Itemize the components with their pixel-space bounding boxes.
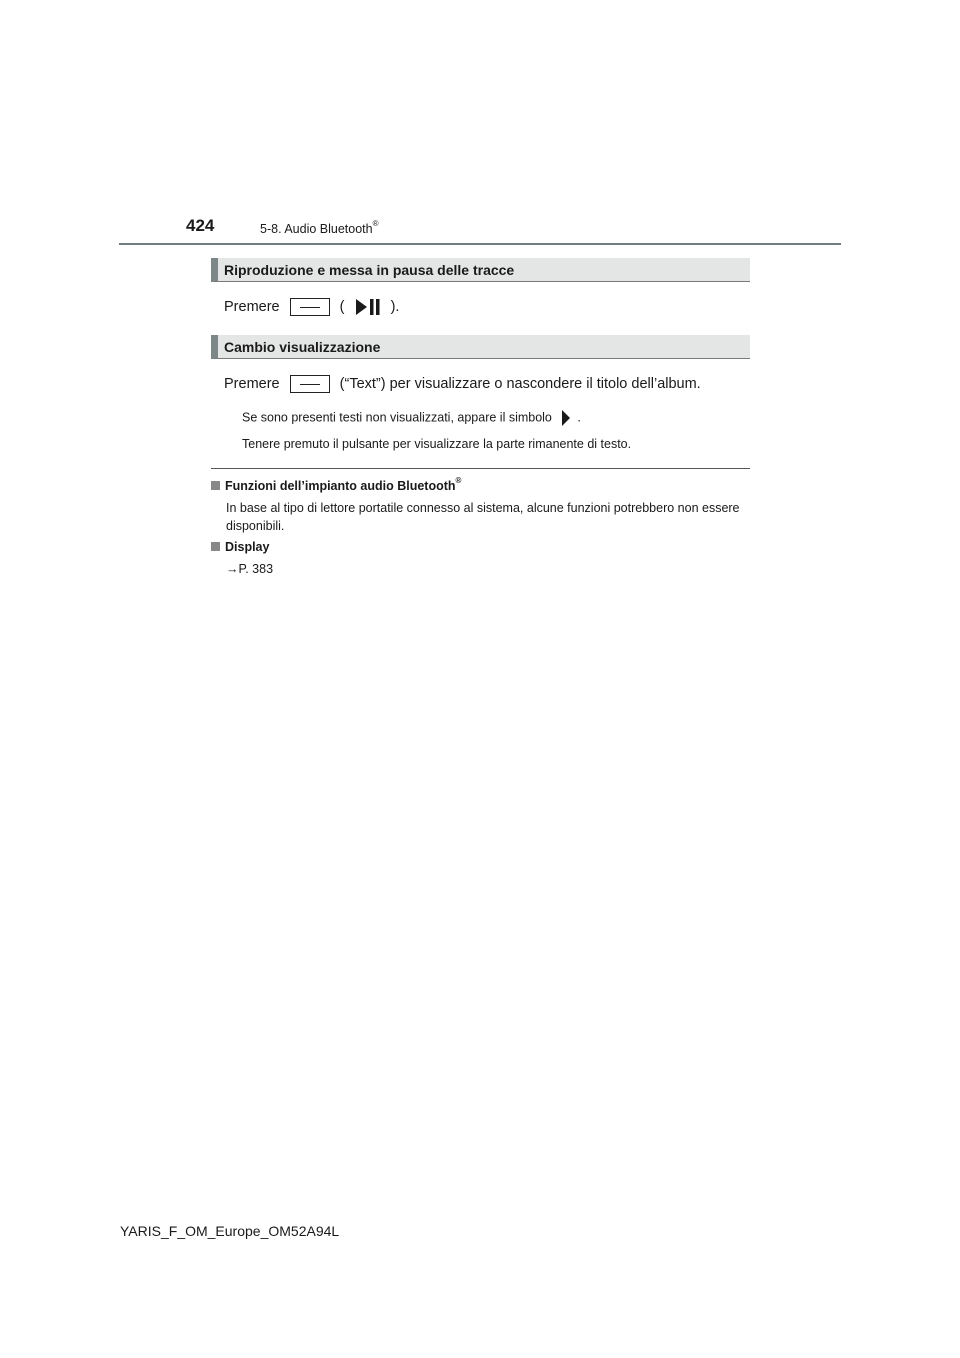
registered-mark: ® xyxy=(455,476,462,485)
info-text-functions: In base al tipo di lettore portatile connesso al sistema, alcune funzioni potrebbero non essere disponibili. xyxy=(226,501,740,533)
square-bullet-icon xyxy=(211,542,220,551)
document-id: YARIS_F_OM_Europe_OM52A94L xyxy=(120,1223,340,1239)
key-placeholder-box xyxy=(290,298,330,316)
section-title: Riproduzione e messa in pausa delle tracce xyxy=(224,262,515,278)
paren-close: ). xyxy=(390,298,400,315)
page-reference-link[interactable]: →P. 383 xyxy=(226,562,274,576)
square-bullet-icon xyxy=(211,481,220,490)
info-heading-display xyxy=(211,540,269,554)
right-arrow-icon xyxy=(561,409,571,427)
header-divider xyxy=(119,243,841,245)
instruction-playback xyxy=(224,298,399,316)
note-text-end: . xyxy=(577,410,581,425)
note-hold: Tenere premuto il pulsante per visualizzare la parte rimanente di testo. xyxy=(242,437,632,451)
info-divider xyxy=(211,468,750,469)
section-title: Cambio visualizzazione xyxy=(224,339,381,355)
instruction-verb: Premere xyxy=(224,375,280,392)
section-heading-display xyxy=(211,335,750,359)
registered-mark: ® xyxy=(372,219,379,228)
page-number: 424 xyxy=(186,216,215,235)
paren-open: ( xyxy=(339,298,345,315)
info-heading-text: Funzioni dell’impianto audio Bluetooth xyxy=(225,479,456,494)
key-placeholder-box xyxy=(290,375,330,393)
play-pause-icon xyxy=(355,298,381,316)
instruction-rest: (“Text”) per visualizzare o nascondere il titolo dell’album. xyxy=(339,375,701,392)
instruction-verb: Premere xyxy=(224,298,280,315)
chapter-heading xyxy=(260,221,379,236)
instruction-text xyxy=(224,375,701,393)
chapter-heading-text: 5-8. Audio Bluetooth xyxy=(260,222,373,237)
info-heading-text: Display xyxy=(225,540,270,554)
info-heading-functions xyxy=(211,478,461,493)
note-text: Se sono presenti testi non visualizzati, appare il simbolo xyxy=(242,410,552,425)
section-heading-playback xyxy=(211,258,750,282)
note-symbol xyxy=(242,409,581,427)
